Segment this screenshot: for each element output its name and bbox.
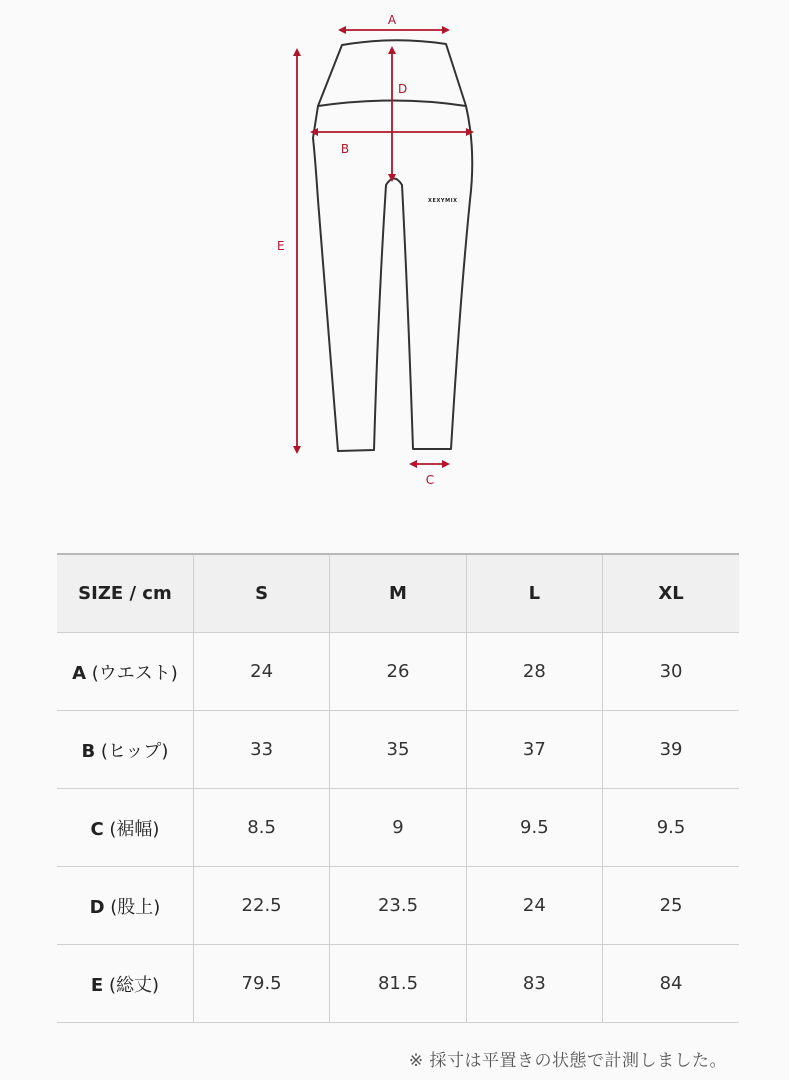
- row-label: [57, 867, 193, 945]
- table-row: [57, 867, 739, 945]
- table-cell: 24: [193, 633, 329, 711]
- table-cell: 9: [330, 789, 466, 867]
- table-cell: 23.5: [330, 867, 466, 945]
- row-code: C: [90, 818, 104, 840]
- row-name: (ウエスト): [91, 662, 178, 684]
- table-cell: 9.5: [466, 789, 602, 867]
- table-cell: 35: [330, 711, 466, 789]
- table-cell: 81.5: [330, 945, 466, 1023]
- row-label: [57, 945, 193, 1023]
- measurement-footnote: ※ 採寸は平置きの状態で計測しました。: [408, 1051, 727, 1071]
- size-header-l: L: [466, 554, 602, 633]
- table-cell: 8.5: [193, 789, 329, 867]
- table-cell: 33: [193, 711, 329, 789]
- table-row: [57, 945, 739, 1023]
- size-table: [57, 553, 739, 1023]
- table-cell: 79.5: [193, 945, 329, 1023]
- marker-e: E: [277, 239, 285, 253]
- size-header-label: SIZE / cm: [57, 554, 193, 633]
- row-label: [57, 789, 193, 867]
- marker-a: A: [387, 13, 397, 27]
- table-cell: 24: [466, 867, 602, 945]
- table-row: [57, 789, 739, 867]
- row-name: (股上): [110, 896, 161, 918]
- table-cell: 37: [466, 711, 602, 789]
- marker-c: C: [425, 473, 435, 487]
- brand-mark: XEXYMIX: [428, 198, 458, 204]
- leggings-measurement-diagram: [0, 0, 789, 500]
- size-header-xl: XL: [603, 554, 739, 633]
- marker-d: D: [398, 82, 408, 96]
- size-table-header: [57, 554, 739, 633]
- table-row: [57, 633, 739, 711]
- row-code: B: [81, 740, 96, 762]
- row-code: E: [90, 974, 104, 996]
- table-cell: 84: [603, 945, 739, 1023]
- table-cell: 39: [603, 711, 739, 789]
- table-cell: 30: [603, 633, 739, 711]
- size-header-s: S: [193, 554, 329, 633]
- table-cell: 28: [466, 633, 602, 711]
- table-cell: 22.5: [193, 867, 329, 945]
- row-name: (総丈): [108, 974, 159, 996]
- row-code: A: [72, 662, 87, 684]
- table-row: [57, 711, 739, 789]
- row-code: D: [89, 896, 105, 918]
- row-label: [57, 633, 193, 711]
- table-cell: 83: [466, 945, 602, 1023]
- row-name: (ヒップ): [100, 740, 169, 762]
- marker-b: B: [340, 142, 350, 156]
- row-label: [57, 711, 193, 789]
- row-name: (裾幅): [109, 818, 160, 840]
- table-cell: 9.5: [603, 789, 739, 867]
- size-header-m: M: [330, 554, 466, 633]
- table-cell: 26: [330, 633, 466, 711]
- table-cell: 25: [603, 867, 739, 945]
